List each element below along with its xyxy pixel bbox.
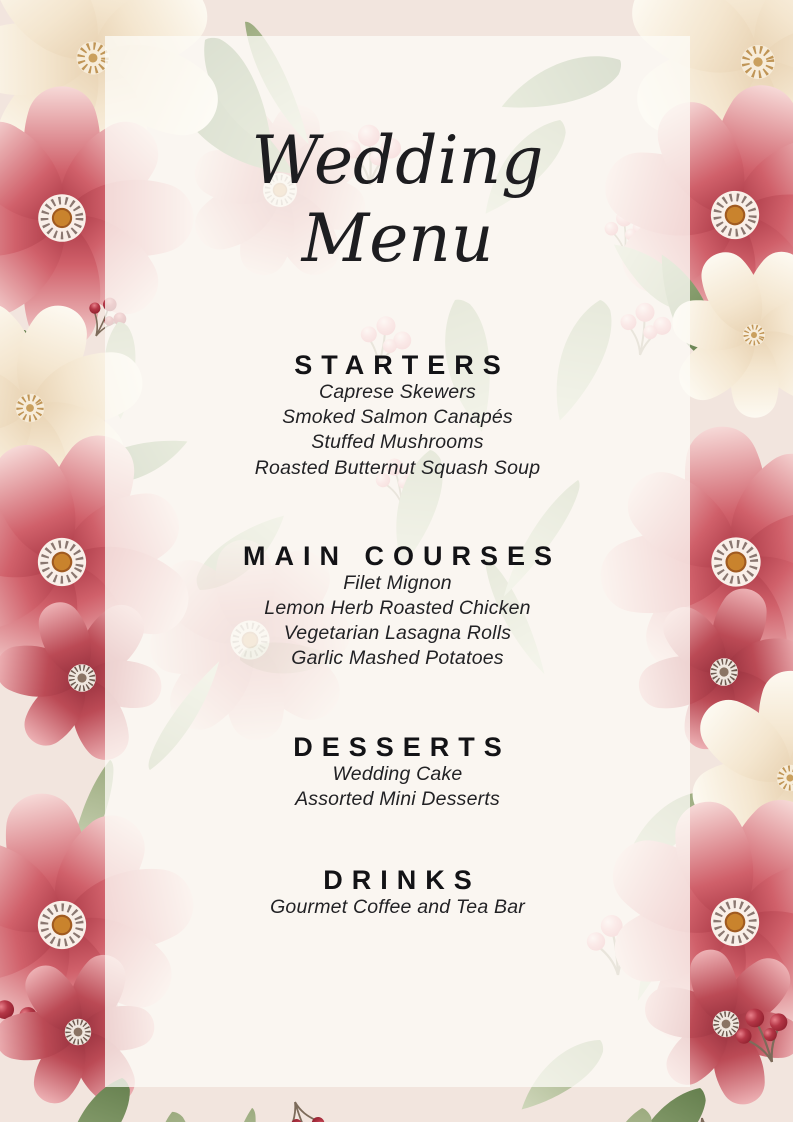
menu-item: Smoked Salmon Canapés — [282, 406, 513, 429]
heading-main-courses: MAIN COURSES — [242, 540, 561, 571]
main-courses-items — [105, 571, 690, 672]
drinks-items — [105, 895, 690, 920]
heading-starters: STARTERS — [294, 350, 510, 380]
menu-item: Caprese Skewers — [319, 381, 476, 403]
title-line-1: Wedding — [251, 122, 544, 199]
section-drinks — [105, 865, 690, 920]
section-desserts — [105, 732, 690, 812]
menu-item: Assorted Mini Desserts — [295, 787, 500, 810]
section-starters — [105, 350, 690, 481]
menu-item: Lemon Herb Roasted Chicken — [264, 597, 531, 620]
menu-item: Garlic Mashed Potatoes — [291, 647, 504, 670]
page-title — [105, 122, 690, 278]
starters-items — [105, 380, 690, 481]
menu-item: Filet Mignon — [343, 571, 452, 594]
heading-drinks: DRINKS — [323, 865, 481, 896]
menu-item: Vegetarian Lasagna Rolls — [283, 622, 512, 645]
desserts-items — [105, 762, 690, 812]
menu-item: Wedding Cake — [332, 762, 463, 785]
title-line-2: Menu — [301, 200, 494, 277]
menu-item: Stuffed Mushrooms — [311, 431, 484, 454]
menu-item: Gourmet Coffee and Tea Bar — [270, 896, 525, 919]
heading-desserts: DESSERTS — [293, 731, 511, 762]
section-main-courses — [105, 541, 690, 672]
menu-item: Roasted Butternut Squash Soup — [254, 456, 541, 479]
menu-content — [105, 36, 690, 1087]
